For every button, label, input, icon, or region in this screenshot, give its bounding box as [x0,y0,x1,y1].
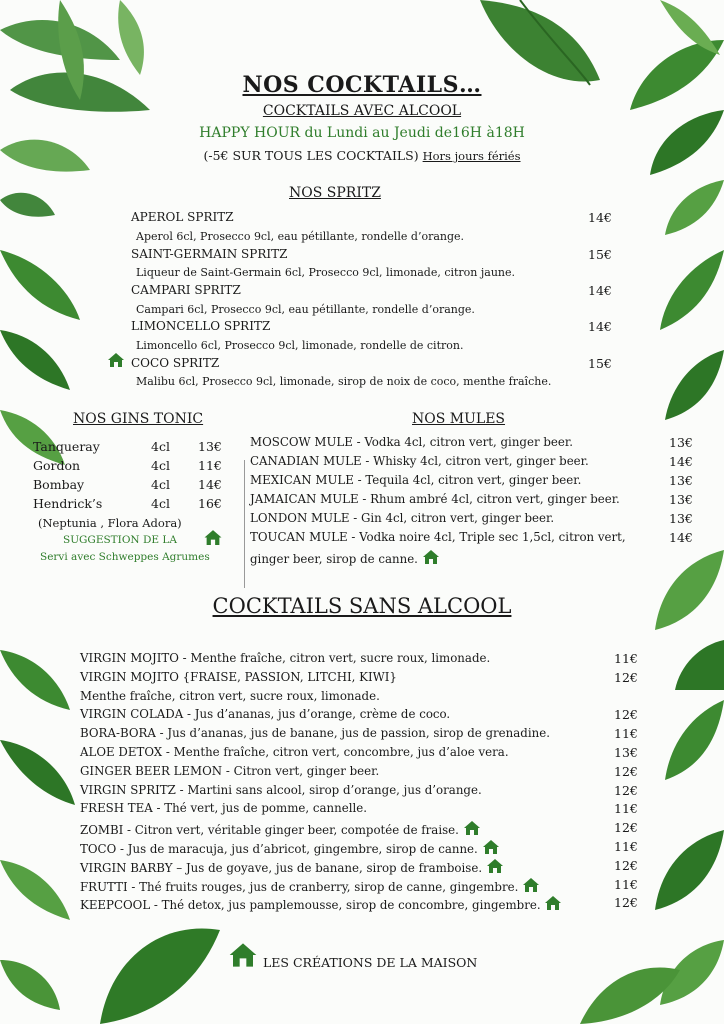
drink-name: VIRGIN SPRITZ [80,782,176,797]
drink-desc: - Jus d’ananas, jus de banane, jus de passion, sirop de grenadine. [155,726,550,741]
drink-price: 12€ [614,669,638,685]
spritz-item-desc: Campari 6cl, Prosecco 9cl, eau pétillante, rondelle d’orange. [136,303,475,316]
mule-price: 13€ [669,511,693,526]
mule-desc: - Tequila 4cl, citron vert, ginger beer. [353,473,582,487]
mule-desc: ginger beer, sirop de canne. [250,552,418,566]
promo-text: (-5€ SUR TOUS LES COCKTAILS) [203,148,419,163]
drink-desc: - Martini sans alcool, sirop d’orange, jus d’orange. [175,782,482,797]
gin-name: Hendrick’s [33,496,103,511]
gin-name: Gordon [33,458,81,473]
drink-desc: - Menthe fraîche, citron vert, concombre, jus d’aloe vera. [162,745,509,759]
gin-note: (Neptunia , Flora Adora) [38,516,182,530]
mule-row [250,473,700,487]
gin-qty: 4cl [151,458,170,473]
drink-price: 11€ [614,726,638,742]
mule-desc: - Rhum ambré 4cl, citron vert, ginger beer. [358,492,620,506]
house-icon [544,895,562,911]
drink-name: KEEPCOOL [80,898,151,913]
gins-heading: NOS GINS TONIC [73,411,204,427]
mule-row [250,435,700,449]
drink-desc: – Jus de goyave, jus de banane, sirop de framboise. [172,860,483,875]
mule-row [250,511,700,525]
leaf-decoration-right-middle [620,250,724,690]
gin-qty: 4cl [151,439,170,454]
drink-desc: - Menthe fraîche, citron vert, sucre roux, limonade. [178,651,491,665]
mules-heading: NOS MULES [412,411,506,427]
promo [0,148,724,163]
mule-name: LONDON MULE [250,511,350,525]
spritz-item-name: SAINT-GERMAIN SPRITZ [131,247,288,261]
mule-row [250,492,700,506]
house-icon [107,352,125,368]
sans-alcool-row [80,745,509,759]
drink-desc: - Thé vert, jus de pomme, cannelle. [152,801,367,816]
happy-hour: HAPPY HOUR du Lundi au Jeudi de16H à18H [199,125,525,141]
mule-name: CANADIAN MULE [250,454,362,468]
drink-desc: - Thé fruits rouges, jus de cranberry, sirop de canne, gingembre. [127,879,519,894]
spritz-item-price: 15€ [588,356,612,371]
mule-row-continued [250,549,700,566]
drink-name: ZOMBI [80,823,124,838]
drink-name: ALOE DETOX [80,745,163,759]
sans-alcool-row [80,783,482,797]
drink-price: 12€ [614,707,638,723]
spritz-item-name: CAMPARI SPRITZ [131,283,241,297]
gin-name: Tanqueray [33,439,100,454]
sans-alcool-row [80,651,490,665]
drink-name: FRESH TEA [80,801,153,816]
house-icon [522,877,540,893]
drink-price: 12€ [614,763,638,779]
sans-alcool-row [80,858,504,875]
mule-price: 14€ [669,454,693,469]
sans-alcool-row [80,764,379,778]
mule-price: 13€ [669,435,693,450]
drink-price: 12€ [614,820,638,836]
sans-alcool-row [80,820,481,837]
subtitle: COCKTAILS AVEC ALCOOL [262,103,462,119]
drink-price: 12€ [614,857,638,873]
mule-desc: - Gin 4cl, citron vert, ginger beer. [349,511,555,525]
drink-name: VIRGIN MOJITO [80,651,179,665]
leaf-decoration-bottom-right [560,700,724,1024]
gin-qty: 4cl [151,496,170,511]
spritz-item-price: 14€ [588,319,612,334]
drink-price: 11€ [614,801,638,817]
gin-name: Bombay [33,477,85,492]
spritz-item-desc: Aperol 6cl, Prosecco 9cl, eau pétillante, rondelle d’orange. [136,230,465,243]
drink-desc: - Thé detox, jus pamplemousse, sirop de concombre, gingembre. [150,898,541,913]
drink-price: 12€ [614,895,638,911]
gin-qty: 4cl [151,477,170,492]
drink-name: VIRGIN BARBY [80,860,173,875]
sans-alcool-row [80,801,367,815]
mule-desc: - Vodka 4cl, citron vert, ginger beer. [352,435,573,449]
mule-price: 14€ [669,530,693,545]
gin-price: 13€ [198,439,222,454]
mule-price: 13€ [669,473,693,488]
drink-name: GINGER BEER LEMON [80,763,223,778]
house-icon [486,858,504,874]
gin-price: 14€ [198,477,222,492]
drink-name: BORA-BORA [80,726,156,741]
house-icon [228,941,258,969]
drink-price: 11€ [614,876,638,892]
drink-desc: - Jus d’ananas, jus d’orange, crème de coco. [183,707,451,722]
sans-alcool-row [80,670,397,684]
mule-row [250,530,700,544]
mule-name: MOSCOW MULE [250,435,353,449]
sans-alcool-row [80,707,450,721]
drink-price: 13€ [614,745,638,760]
spritz-item-name: COCO SPRITZ [131,356,220,370]
spritz-heading: NOS SPRITZ [289,185,381,201]
spritz-item-name: APEROL SPRITZ [131,210,234,224]
drink-desc: - Jus de maracuja, jus d’abricot, gingembre, sirop de canne. [116,842,478,856]
mule-desc: - Whisky 4cl, citron vert, ginger beer. [361,454,589,468]
promo-note: Hors jours fériés [422,149,521,163]
spritz-item-desc: Liqueur de Saint-Germain 6cl, Prosecco 9cl, limonade, citron jaune. [136,266,516,279]
footer-legend: LES CRÉATIONS DE LA MAISON [263,955,478,970]
drink-name: VIRGIN MOJITO {FRAISE, PASSION, LITCHI, KIWI} [80,669,397,684]
house-icon [203,529,223,546]
house-icon [422,549,440,565]
mule-name: JAMAICAN MULE [250,492,359,506]
drink-price: 12€ [614,782,638,798]
sans-alcool-row [80,895,562,912]
mule-name: MEXICAN MULE [250,473,354,487]
mule-name: TOUCAN MULE [250,530,348,544]
drink-desc: Menthe fraîche, citron vert, sucre roux, limonade. [80,688,380,703]
gin-suggestion: SUGGESTION DE LA [63,534,177,546]
spritz-item-desc: Malibu 6cl, Prosecco 9cl, limonade, sirop de noix de coco, menthe fraîche. [136,375,552,388]
house-icon [482,839,500,855]
mule-row [250,454,700,468]
sans-alcool-row [80,839,500,856]
sans-alcool-row [80,726,550,740]
drink-name: VIRGIN COLADA [80,707,184,722]
drink-name: TOCO [80,842,117,856]
spritz-item-price: 14€ [588,283,612,298]
drink-price: 11€ [614,839,638,854]
gin-served: Servi avec Schweppes Agrumes [40,551,210,563]
spritz-item-price: 14€ [588,210,612,225]
spritz-item-desc: Limoncello 6cl, Prosecco 9cl, limonade, rondelle de citron. [136,339,464,352]
sans-alcool-row [80,689,380,703]
page-title: NOS COCKTAILS… [242,72,482,98]
drink-desc: - Citron vert, ginger beer. [222,763,380,778]
drink-name: FRUTTI [80,879,128,894]
drink-desc: - Citron vert, véritable ginger beer, compotée de fraise. [123,823,459,838]
drink-price: 11€ [614,651,638,666]
leaf-decoration-top-left [0,0,230,240]
mule-desc: - Vodka noire 4cl, Triple sec 1,5cl, citron vert, [347,530,626,544]
sans-alcool-heading: COCKTAILS SANS ALCOOL [212,594,512,618]
gin-price: 16€ [198,496,222,511]
spritz-item-price: 15€ [588,247,612,262]
divider [244,460,245,588]
sans-alcool-row [80,877,540,894]
mule-price: 13€ [669,492,693,507]
house-icon [463,820,481,836]
gin-price: 11€ [198,458,222,473]
spritz-item-name: LIMONCELLO SPRITZ [131,319,271,333]
